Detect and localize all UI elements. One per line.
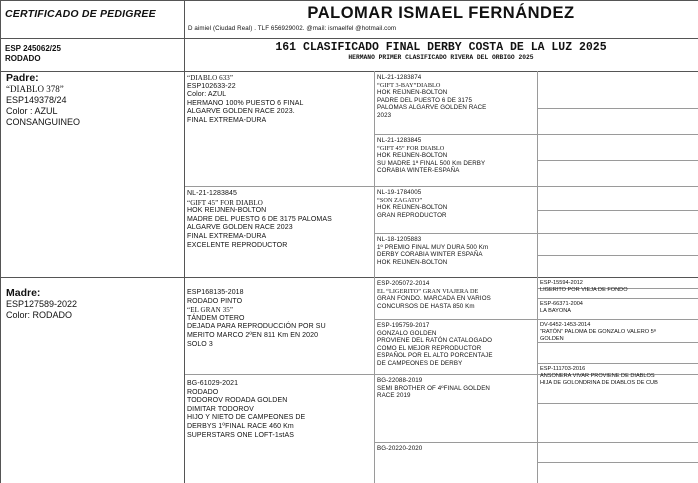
sds-cell [377,189,535,219]
cell-line: DERBYS 1ºFINAL RACE 460 Km [187,422,294,430]
cell-line: RODADO [187,388,219,396]
dsds-cell [540,322,698,343]
cell-line: SEMI BROTHER OF 4ºFINAL GOLDEN [377,384,490,392]
cell-line: PADRE DEL PUESTO 6 DE 3175 [377,96,472,104]
cell-line: SU MADRE 1ª FINAL 500 Km DERBY [377,159,486,167]
divider [537,462,698,463]
cell-line: COMO EL MEJOR REPRODUCTOR [377,344,482,352]
bird-ring: ESP 245062/25 [5,44,61,53]
cell-line: HERMANO 100% PUESTO 6 FINAL [187,99,304,107]
cell-line: NL-19-1784005 [377,189,422,196]
cell-line: GONZALO GOLDEN [377,329,437,337]
cell-line: “EL GRAN 35” [187,306,234,315]
cell-line: ESP-15594-2012 [540,280,583,286]
bird-color: RODADO [5,54,41,63]
divider [374,134,698,135]
cell-line: NL-21-1283845 [377,137,422,144]
cell-line: DE CAMPEONES DE DERBY [377,359,463,367]
cell-line: HOK REIJNEN-BOLTON [377,89,448,97]
dsdd-cell [540,366,698,387]
dssd-cell [540,301,698,315]
cell-line: LA BAYONA [540,308,571,314]
cell-line: SUPERSTARS ONE LOFT-1stAS [187,431,295,439]
cell-line: BG-61029-2021 [187,380,239,387]
cell-line: “GIFT 45” FOR DIABLO [377,144,445,152]
cell-line: HOK REIJNEN-BOLTON [377,258,448,266]
cell-line: RODADO PINTO [187,297,243,305]
cell-line: EXCELENTE REPRODUCTOR [187,241,288,249]
bird-subtitle: HERMANO PRIMER CLASIFICADO RIVERA DEL ORBIGO 2025 [348,54,534,61]
cell-line: 1º PREMIO FINAL MUY DURA 500 Km [377,243,489,251]
divider [537,108,698,109]
divider [374,71,375,483]
bird-title [184,41,698,62]
sire-dam-cell [187,190,372,250]
dss-cell [377,280,535,310]
cell-line: ESP-111703-2016 [540,366,586,372]
sire-label: Padre: [6,72,39,84]
ddd-cell [377,445,535,453]
cell-line: FINAL EXTREMA-DURA [187,232,267,240]
cell-line: FINAL EXTREMA-DURA [187,116,267,124]
sss-cell [377,74,535,120]
divider [537,363,698,364]
divider [184,0,185,483]
cell-line: CORABIA WINTER-ESPAÑA [377,167,460,175]
dds-cell [377,377,535,400]
cell-line: DERBY CORABIA WINTER ESPAÑA [377,251,483,259]
cell-line: ESP-66371-2004 [540,301,583,307]
cell-line: ESP-195759-2017 [377,322,430,329]
loft-title [184,4,698,23]
cell-line: TÁNDEM OTERO [187,314,245,322]
cell-line: PROVIENE DEL RATÓN CATALOGADO [377,337,493,345]
cell-line: ESP-205072-2014 [377,280,430,287]
divider [537,403,698,404]
divider [537,210,698,211]
certificate-label [5,4,181,22]
divider [537,160,698,161]
cell-line: HOK REIJNEN-BOLTON [187,207,267,215]
cell-line: ESPAÑOL POR EL ALTO PORCENTAJE [377,352,493,360]
cell-line: TODOROV RODADA GOLDEN [187,397,288,405]
cell-line: MERITO MARCO 2ºEN 811 Km EN 2020 [187,331,319,339]
sire-color: Color : AZUL [6,106,58,116]
sire-ring: ESP149378/24 [6,95,67,105]
cell-line: MADRE DEL PUESTO 6 DE 3175 PALOMAS [187,215,332,223]
cell-line: “GIFT 45” FOR DIABLO [187,198,263,207]
divider [537,71,538,483]
dsd-cell [377,322,535,368]
dam-label: Madre: [6,287,41,299]
cell-line: EL “LIGERITO” GRAN VIAJERA DE [377,287,479,295]
divider [0,38,698,39]
cell-line: HIJO Y NIETO DE CAMPEONES DE [187,414,306,422]
cell-line: 2023 [377,111,392,119]
cell-line: DV-6452-1453-2014 [540,322,591,328]
cell-line: HOK REIJNEN-BOLTON [377,152,448,160]
cell-line: “RATÓN” PALOMA DE GONZALO VALERO 5ª [540,329,656,335]
cell-line: NL-21-1283874 [377,74,422,81]
divider [0,277,698,278]
dam-ring: ESP127589-2022 [6,299,78,309]
divider [374,442,698,443]
dam-dam-cell [187,380,372,440]
cell-line: ANSONERA VIVAR PROVIENE DE DIABLOS [540,373,655,379]
cell-line: HOK REIJNEN-BOLTON [377,204,448,212]
dsss-cell [540,280,698,294]
cell-line: ESP102633-22 [187,82,236,90]
cell-line: GOLDEN [540,336,564,342]
contact-line: D aimiel (Ciudad Real) . TLF 656929002. @mail: ismaelfel @hotmail.com [188,25,397,32]
cell-line: DEJADA PARA REPRODUCCIÓN POR SU [187,323,326,331]
divider [184,186,698,187]
bird-id [5,44,181,64]
cell-line: NL-18-1205883 [377,236,422,243]
cell-line: “GIFT 3-BAY”DIABLO [377,81,441,89]
cell-line: NL-21-1283845 [187,190,237,197]
cell-line: SOLO 3 [187,340,213,348]
cell-line: CONCURSOS DE HASTA 850 Km [377,302,475,310]
cell-line: RACE 2019 [377,392,411,400]
divider [537,298,698,299]
cell-line: GRAN REPRODUCTOR [377,211,447,219]
sire-note: CONSANGUINEO [6,117,81,127]
cell-line: ALGARVE GOLDEN RACE 2023 [187,224,293,232]
certificate-label-text: CERTIFICADO DE PEDIGREE [5,8,156,20]
cell-line: BG-20220-2020 [377,445,423,452]
cell-line: DIMITAR TODOROV [187,405,254,413]
sire-name: “DIABLO 378” [6,84,64,94]
cell-line: “SON ZAGATO” [377,196,423,204]
sire-block [6,73,182,128]
cell-line: BG-22088-2019 [377,377,423,384]
cell-line: LIGERITO POR VIEJA DE FONDO [540,287,628,293]
divider [0,71,698,72]
cell-line: Color: AZUL [187,91,227,99]
dam-block [6,288,182,321]
contact-info [188,25,688,33]
bird-achievement: 161 CLASIFICADO FINAL DERBY COSTA DE LA LUZ 2025 [275,41,607,54]
cell-line: “DIABLO 633” [187,74,234,82]
sdd-cell [377,236,535,266]
cell-line: ALGARVE GOLDEN RACE 2023. [187,108,295,116]
ssd-cell [377,137,535,175]
divider [0,0,1,483]
cell-line: HIJA DE GOLONDRINA DE DIABLOS DE CUB [540,380,658,386]
dam-color: Color: RODADO [6,310,73,320]
divider [374,319,698,320]
divider [374,233,698,234]
loft-name: PALOMAR ISMAEL FERNÁNDEZ [307,4,575,22]
divider [537,255,698,256]
cell-line: GRAN FONDO. MARCADA EN VARIOS [377,295,491,303]
cell-line: PALOMAS ALGARVE GOLDEN RACE [377,104,487,112]
dam-sire-cell [187,289,372,349]
sire-sire-cell [187,74,372,126]
cell-line: ESP168135-2018 [187,289,244,296]
divider [0,0,698,1]
